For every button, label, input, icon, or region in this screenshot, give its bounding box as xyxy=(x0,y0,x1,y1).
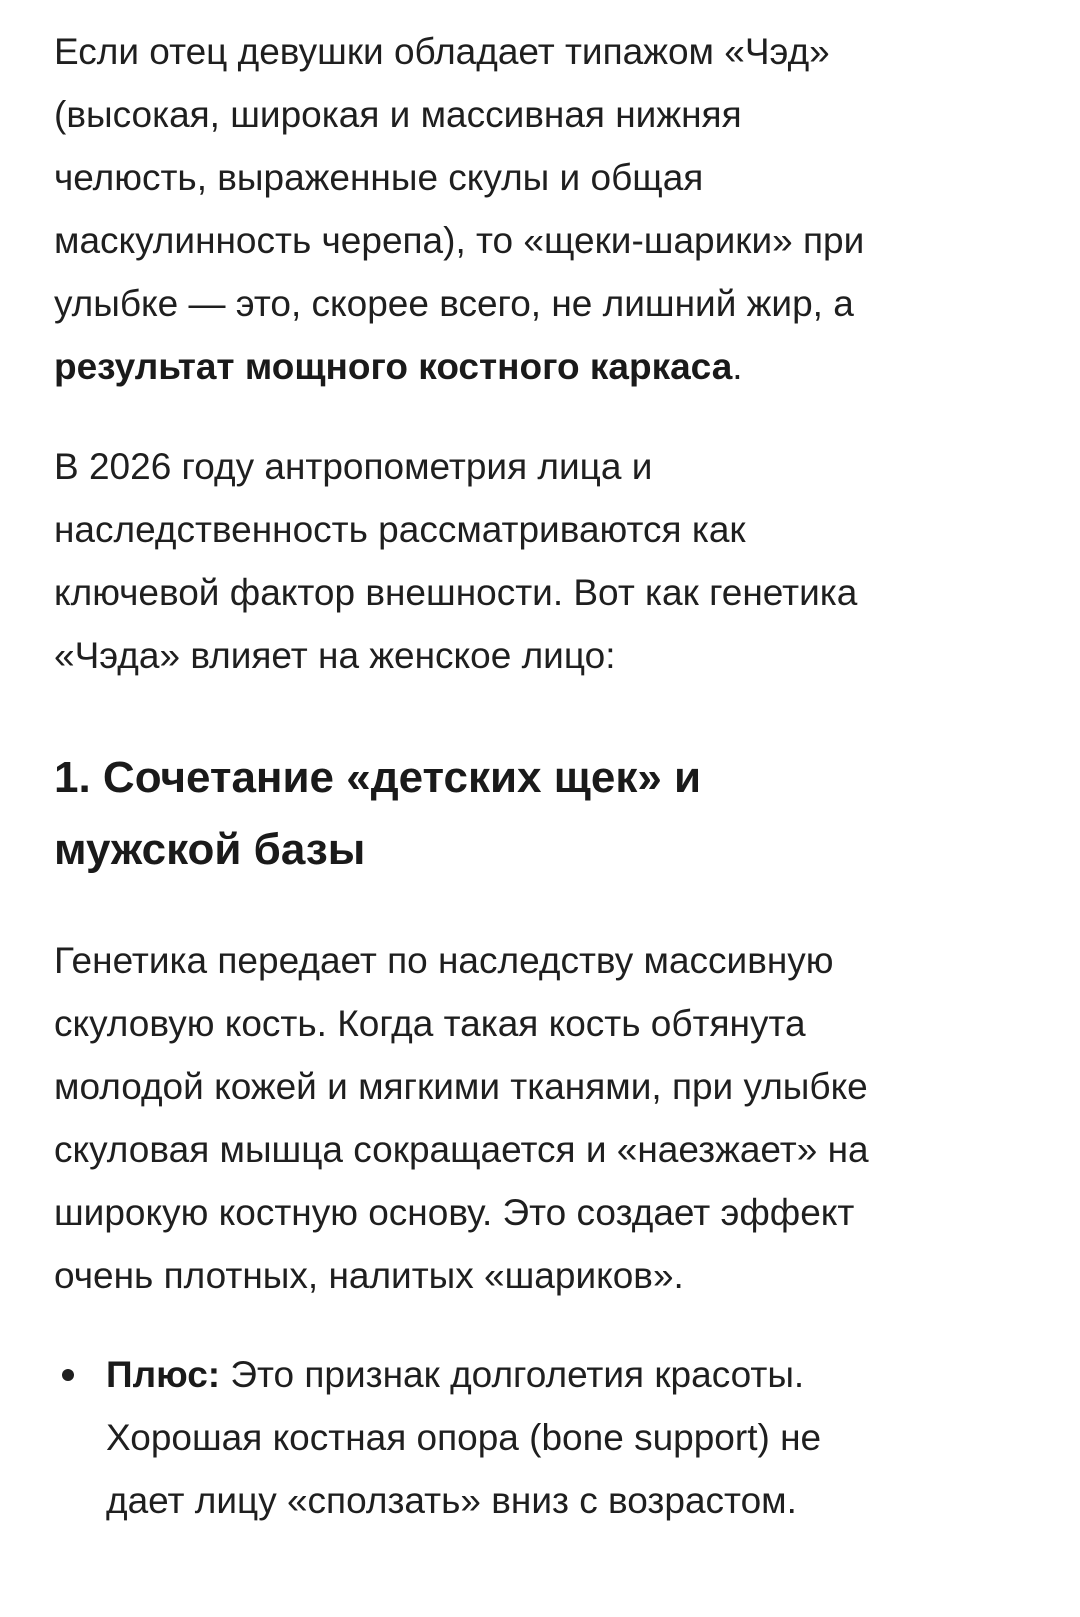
text-line: Хорошая костная опора (bone support) не xyxy=(106,1417,822,1458)
bullet-label: Плюс: xyxy=(106,1354,221,1395)
text-line: челюсть, выраженные скулы и общая xyxy=(54,157,704,198)
bullet-list xyxy=(54,1343,1044,1532)
text-line: «Чэда» влияет на женское лицо: xyxy=(54,635,616,676)
text-line: В 2026 году антропометрия лица и xyxy=(54,446,653,487)
section-heading xyxy=(54,742,1044,886)
article-body xyxy=(54,20,1044,1532)
text-line: маскулинность черепа), то «щеки-шарики» при xyxy=(54,220,865,261)
text-line: (высокая, широкая и массивная нижняя xyxy=(54,94,742,135)
intro-paragraph xyxy=(54,20,1044,398)
text-line: дает лицу «сползать» вниз с возрастом. xyxy=(106,1480,797,1521)
text-line: молодой кожей и мягкими тканями, при улыбке xyxy=(54,1066,868,1107)
bold-emphasis: результат мощного костного каркаса xyxy=(54,346,733,387)
bullet-item xyxy=(106,1343,1044,1532)
text-line: скуловую кость. Когда такая кость обтянута xyxy=(54,1003,806,1044)
text-line: наследственность рассматриваются как xyxy=(54,509,746,550)
section-paragraph xyxy=(54,929,1044,1307)
context-paragraph xyxy=(54,435,1044,687)
text-line: ключевой фактор внешности. Вот как генетика xyxy=(54,572,858,613)
bullet-dot-icon xyxy=(62,1369,74,1381)
text-line: Генетика передает по наследству массивную xyxy=(54,940,834,981)
heading-line: мужской базы xyxy=(54,825,366,874)
heading-line: 1. Сочетание «детских щек» и xyxy=(54,753,702,802)
text-line: скуловая мышца сокращается и «наезжает» на xyxy=(54,1129,869,1170)
text-line: очень плотных, налитых «шариков». xyxy=(54,1255,684,1296)
text-line: улыбке — это, скорее всего, не лишний жир, а xyxy=(54,283,854,324)
bullet-text: Это признак долголетия красоты. xyxy=(220,1354,805,1395)
text-line xyxy=(54,335,1044,398)
text-line: широкую костную основу. Это создает эффект xyxy=(54,1192,855,1233)
text-line xyxy=(106,1343,1044,1406)
sentence-end: . xyxy=(732,346,743,387)
text-line: Если отец девушки обладает типажом «Чэд» xyxy=(54,31,830,72)
